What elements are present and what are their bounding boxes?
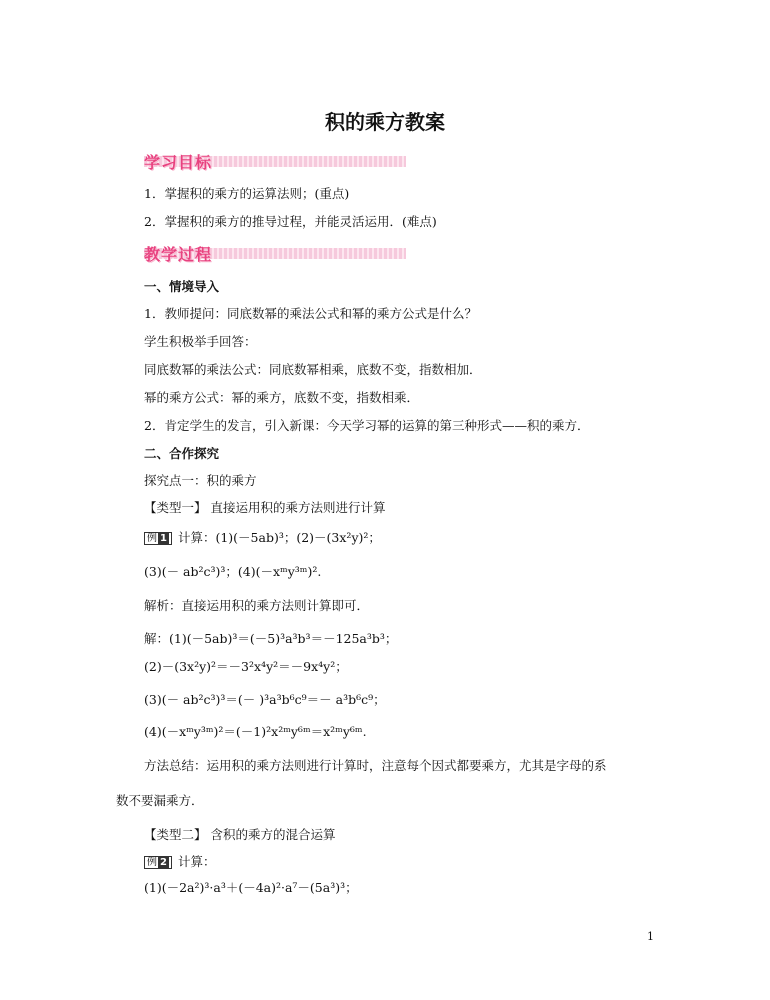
goal-1: 1．掌握积的乘方的运算法则；(重点) [144, 186, 350, 201]
explore-point: 探究点一：积的乘方 [144, 473, 257, 488]
solution-line: 解：(1)(－5ab)³＝(－5)³a³b³＝－125a³b³； [144, 631, 398, 646]
section-banner-process [144, 242, 406, 264]
example-text: 计算： [177, 854, 216, 869]
example-text: 计算：(1)(－5ab)³；(2)－(3x²y)²； [177, 530, 381, 545]
goal-2: 2．掌握积的乘方的推导过程，并能灵活运用．(难点) [144, 214, 437, 229]
part2-heading: 二、合作探究 [144, 446, 220, 461]
solution-line: (4)(－xᵐy³ᵐ)²＝(－1)²x²ᵐy⁶ᵐ＝x²ᵐy⁶ᵐ. [144, 724, 367, 739]
solution-line: (2)－(3x²y)²＝－3²x⁴y²＝－9x⁴y²； [144, 659, 348, 674]
type-heading: 【类型一】 直接运用积的乘方法则进行计算 [144, 500, 386, 515]
paragraph: 1．教师提问：同底数幂的乘法公式和幂的乘方公式是什么？ [144, 306, 477, 321]
example-badge: 例 2 [144, 856, 172, 869]
page-title: 积的乘方教案 [325, 110, 445, 134]
example-1-line2: (3)(－ ab²c³)³；(4)(－xᵐy³ᵐ)². [144, 564, 322, 579]
type-heading: 【类型二】 含积的乘方的混合运算 [144, 827, 336, 842]
banner-label: 教学过程 [144, 245, 213, 264]
paragraph: 幂的乘方公式：幂的乘方，底数不变，指数相乘． [144, 390, 420, 405]
part1-heading: 一、情境导入 [144, 279, 220, 294]
example-2-line2: (1)(－2a²)³·a³＋(－4a)²·a⁷－(5a³)³； [144, 880, 358, 895]
page-number: 1 [647, 930, 654, 943]
example-1 [144, 528, 381, 546]
analysis: 解析：直接运用积的乘方法则计算即可． [144, 598, 370, 613]
method-summary-cont: 数不要漏乘方． [116, 793, 204, 808]
example-2 [144, 852, 215, 870]
solution-line: (3)(－ ab²c³)³＝(－ )³a³b⁶c⁹＝－ a³b⁶c⁹； [144, 692, 386, 707]
method-summary: 方法总结：运用积的乘方法则进行计算时，注意每个因式都要乘方，尤其是字母的系 [144, 758, 607, 773]
example-badge: 例 1 [144, 532, 172, 545]
paragraph: 同底数幂的乘法公式：同底数幂相乘，底数不变，指数相加． [144, 362, 482, 377]
section-banner-goals [144, 150, 406, 172]
banner-label: 学习目标 [144, 153, 213, 172]
paragraph: 学生积极举手回答： [144, 334, 257, 349]
paragraph: 2．肯定学生的发言，引入新课：今天学习幂的运算的第三种形式——积的乘方． [144, 418, 590, 433]
